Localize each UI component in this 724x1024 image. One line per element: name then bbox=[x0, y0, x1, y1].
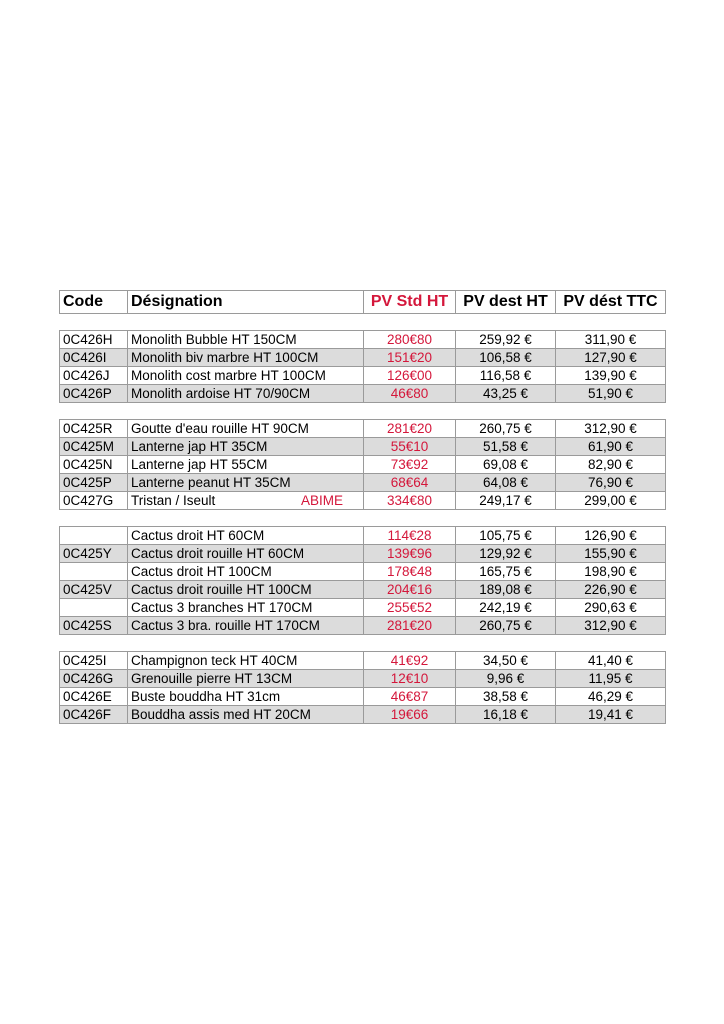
cell-pv-std-ht bbox=[364, 331, 456, 349]
cell-pv-dest-ht-text: 260,75 € bbox=[479, 421, 532, 436]
cell-pv-dest-ttc-text: 19,41 € bbox=[587, 707, 634, 722]
cell-designation bbox=[128, 385, 364, 403]
cell-designation bbox=[128, 420, 364, 438]
cell-pv-dest-ht bbox=[456, 652, 556, 670]
table-row bbox=[60, 670, 666, 688]
cell-pv-std-ht-text: 204€16 bbox=[386, 582, 433, 597]
cell-pv-std-ht-text: 334€80 bbox=[386, 493, 433, 508]
spacer-cell bbox=[556, 635, 666, 652]
cell-code bbox=[60, 545, 128, 563]
cell-pv-dest-ht-text: 165,75 € bbox=[479, 564, 532, 579]
table-row bbox=[60, 438, 666, 456]
cell-pv-dest-ht bbox=[456, 438, 556, 456]
table-row bbox=[60, 617, 666, 635]
spacer-cell bbox=[364, 314, 456, 331]
cell-designation bbox=[128, 527, 364, 545]
table-row bbox=[60, 545, 666, 563]
cell-code-text: 0C426J bbox=[63, 368, 110, 383]
table-row bbox=[60, 581, 666, 599]
cell-code-text: 0C425R bbox=[63, 421, 113, 436]
cell-pv-dest-ttc-text: 312,90 € bbox=[584, 618, 637, 633]
cell-pv-std-ht bbox=[364, 456, 456, 474]
cell-pv-dest-ttc bbox=[556, 617, 666, 635]
cell-pv-std-ht-text: 280€80 bbox=[386, 332, 433, 347]
cell-designation-text: Monolith Bubble HT 150CM bbox=[131, 332, 297, 347]
cell-pv-dest-ttc bbox=[556, 563, 666, 581]
cell-designation bbox=[128, 670, 364, 688]
cell-pv-dest-ttc-text: 61,90 € bbox=[587, 439, 634, 454]
cell-code bbox=[60, 385, 128, 403]
cell-pv-dest-ht bbox=[456, 617, 556, 635]
cell-pv-dest-ttc bbox=[556, 545, 666, 563]
header-code: Code bbox=[60, 291, 128, 314]
cell-pv-dest-ht-text: 189,08 € bbox=[479, 582, 532, 597]
table-row bbox=[60, 492, 666, 510]
cell-pv-std-ht bbox=[364, 688, 456, 706]
cell-pv-dest-ht-text: 51,58 € bbox=[482, 439, 529, 454]
table-row bbox=[60, 652, 666, 670]
cell-pv-dest-ht bbox=[456, 563, 556, 581]
cell-designation bbox=[128, 492, 364, 510]
cell-code-text: 0C425I bbox=[63, 653, 107, 668]
table-row bbox=[60, 527, 666, 545]
cell-pv-dest-ht-text: 64,08 € bbox=[482, 475, 529, 490]
spacer-cell bbox=[456, 403, 556, 420]
cell-pv-dest-ttc-text: 139,90 € bbox=[584, 368, 637, 383]
cell-pv-dest-ht bbox=[456, 331, 556, 349]
cell-pv-dest-ttc bbox=[556, 420, 666, 438]
spacer-cell bbox=[364, 403, 456, 420]
table-row bbox=[60, 706, 666, 724]
cell-pv-dest-ttc-text: 290,63 € bbox=[584, 600, 637, 615]
cell-pv-dest-ttc bbox=[556, 474, 666, 492]
cell-designation bbox=[128, 688, 364, 706]
table-row bbox=[60, 367, 666, 385]
cell-designation bbox=[128, 545, 364, 563]
cell-pv-dest-ht-text: 9,96 € bbox=[486, 671, 525, 686]
cell-code-text: 0C425M bbox=[63, 439, 115, 454]
cell-designation bbox=[128, 617, 364, 635]
cell-pv-dest-ht-text: 129,92 € bbox=[479, 546, 532, 561]
cell-pv-std-ht-text: 46€87 bbox=[390, 689, 429, 704]
cell-code bbox=[60, 367, 128, 385]
cell-designation-text: Buste bouddha HT 31cm bbox=[131, 689, 281, 704]
table-row bbox=[60, 688, 666, 706]
group-spacer bbox=[60, 510, 666, 527]
cell-pv-dest-ttc-text: 127,90 € bbox=[584, 350, 637, 365]
cell-pv-dest-ht bbox=[456, 599, 556, 617]
cell-pv-dest-ttc-text: 198,90 € bbox=[584, 564, 637, 579]
group-spacer bbox=[60, 635, 666, 652]
cell-code bbox=[60, 652, 128, 670]
spacer-cell bbox=[128, 403, 364, 420]
cell-pv-std-ht bbox=[364, 420, 456, 438]
cell-code-text: 0C426E bbox=[63, 689, 112, 704]
cell-pv-std-ht bbox=[364, 474, 456, 492]
cell-designation-text: Cactus 3 branches HT 170CM bbox=[131, 600, 313, 615]
cell-code bbox=[60, 474, 128, 492]
cell-pv-dest-ht bbox=[456, 581, 556, 599]
cell-pv-std-ht bbox=[364, 385, 456, 403]
cell-designation-text: Tristan / Iseult bbox=[131, 493, 216, 508]
cell-pv-dest-ttc-text: 155,90 € bbox=[584, 546, 637, 561]
cell-designation-text: Cactus droit rouille HT 60CM bbox=[131, 546, 305, 561]
cell-designation bbox=[128, 652, 364, 670]
cell-code-text: 0C426I bbox=[63, 350, 107, 365]
cell-pv-dest-ttc-text: 311,90 € bbox=[584, 332, 637, 347]
cell-pv-dest-ttc bbox=[556, 456, 666, 474]
cell-code-text: 0C425P bbox=[63, 475, 112, 490]
cell-pv-dest-ttc bbox=[556, 688, 666, 706]
spacer-cell bbox=[556, 403, 666, 420]
cell-pv-dest-ttc bbox=[556, 331, 666, 349]
group-spacer bbox=[60, 403, 666, 420]
cell-pv-std-ht-text: 139€96 bbox=[386, 546, 433, 561]
cell-pv-dest-ht-text: 43,25 € bbox=[482, 386, 529, 401]
group-spacer bbox=[60, 314, 666, 331]
header-row bbox=[60, 291, 666, 314]
cell-pv-std-ht-text: 55€10 bbox=[390, 439, 429, 454]
cell-pv-dest-ttc bbox=[556, 385, 666, 403]
spacer-cell bbox=[128, 314, 364, 331]
cell-pv-dest-ht-text: 116,58 € bbox=[479, 368, 532, 383]
cell-designation bbox=[128, 438, 364, 456]
cell-pv-dest-ht bbox=[456, 420, 556, 438]
spacer-cell bbox=[364, 510, 456, 527]
cell-pv-dest-ttc bbox=[556, 367, 666, 385]
cell-code bbox=[60, 599, 128, 617]
spacer-cell bbox=[60, 314, 128, 331]
header-pv-dest-ht: PV dest HT bbox=[456, 291, 556, 314]
cell-designation bbox=[128, 706, 364, 724]
cell-designation-text: Monolith cost marbre HT 100CM bbox=[131, 368, 326, 383]
table-row bbox=[60, 420, 666, 438]
cell-pv-dest-ttc-text: 82,90 € bbox=[587, 457, 634, 472]
cell-code bbox=[60, 563, 128, 581]
cell-pv-std-ht bbox=[364, 527, 456, 545]
price-table bbox=[59, 290, 666, 724]
cell-pv-dest-ttc bbox=[556, 670, 666, 688]
cell-code-text: 0C425N bbox=[63, 457, 113, 472]
cell-code bbox=[60, 527, 128, 545]
cell-pv-dest-ht bbox=[456, 545, 556, 563]
spacer-cell bbox=[456, 635, 556, 652]
cell-pv-std-ht bbox=[364, 599, 456, 617]
cell-pv-dest-ttc bbox=[556, 706, 666, 724]
spacer-cell bbox=[456, 510, 556, 527]
cell-pv-dest-ht-text: 106,58 € bbox=[479, 350, 532, 365]
cell-pv-std-ht bbox=[364, 367, 456, 385]
cell-designation-text: Monolith biv marbre HT 100CM bbox=[131, 350, 319, 365]
cell-pv-std-ht-text: 151€20 bbox=[386, 350, 433, 365]
cell-pv-dest-ht-text: 242,19 € bbox=[479, 600, 532, 615]
cell-pv-std-ht bbox=[364, 492, 456, 510]
cell-pv-dest-ttc-text: 41,40 € bbox=[587, 653, 634, 668]
cell-pv-dest-ht bbox=[456, 492, 556, 510]
cell-code bbox=[60, 581, 128, 599]
cell-pv-dest-ht bbox=[456, 706, 556, 724]
cell-pv-dest-ttc-text: 226,90 € bbox=[584, 582, 637, 597]
table-row bbox=[60, 456, 666, 474]
cell-code bbox=[60, 420, 128, 438]
cell-pv-std-ht bbox=[364, 670, 456, 688]
cell-pv-dest-ttc bbox=[556, 492, 666, 510]
cell-pv-std-ht bbox=[364, 652, 456, 670]
cell-pv-dest-ht bbox=[456, 670, 556, 688]
cell-pv-dest-ht-text: 249,17 € bbox=[479, 493, 532, 508]
cell-code-text: 0C425Y bbox=[63, 546, 112, 561]
spacer-cell bbox=[60, 403, 128, 420]
cell-designation bbox=[128, 367, 364, 385]
cell-designation-text: Cactus droit rouille HT 100CM bbox=[131, 582, 312, 597]
table-row bbox=[60, 385, 666, 403]
cell-pv-std-ht-text: 41€92 bbox=[390, 653, 429, 668]
cell-code-text: 0C425V bbox=[63, 582, 112, 597]
cell-designation-text: Lanterne jap HT 35CM bbox=[131, 439, 268, 454]
cell-pv-std-ht bbox=[364, 438, 456, 456]
cell-pv-dest-ht-text: 38,58 € bbox=[482, 689, 529, 704]
cell-designation-text: Monolith ardoise HT 70/90CM bbox=[131, 386, 311, 401]
header-pv-dest-ttc: PV dést TTC bbox=[556, 291, 666, 314]
cell-pv-dest-ttc bbox=[556, 652, 666, 670]
cell-designation bbox=[128, 349, 364, 367]
cell-designation-text: Lanterne jap HT 55CM bbox=[131, 457, 268, 472]
cell-code bbox=[60, 492, 128, 510]
cell-pv-dest-ttc-text: 299,00 € bbox=[584, 493, 637, 508]
cell-code bbox=[60, 456, 128, 474]
cell-pv-dest-ht bbox=[456, 527, 556, 545]
table-row bbox=[60, 563, 666, 581]
table-body bbox=[60, 314, 666, 724]
cell-designation-text: Cactus droit HT 60CM bbox=[131, 528, 265, 543]
cell-pv-dest-ht-text: 69,08 € bbox=[482, 457, 529, 472]
spacer-cell bbox=[364, 635, 456, 652]
header-designation: Désignation bbox=[128, 291, 364, 314]
cell-pv-dest-ht-text: 105,75 € bbox=[479, 528, 532, 543]
cell-designation-text: Bouddha assis med HT 20CM bbox=[131, 707, 311, 722]
cell-pv-dest-ht bbox=[456, 474, 556, 492]
cell-pv-std-ht bbox=[364, 581, 456, 599]
cell-pv-dest-ttc-text: 312,90 € bbox=[584, 421, 637, 436]
cell-designation-text: Cactus 3 bra. rouille HT 170CM bbox=[131, 618, 320, 633]
cell-designation-text: Goutte d'eau rouille HT 90CM bbox=[131, 421, 309, 436]
cell-designation bbox=[128, 474, 364, 492]
cell-code bbox=[60, 688, 128, 706]
cell-pv-dest-ttc-text: 76,90 € bbox=[587, 475, 634, 490]
cell-pv-dest-ht-text: 259,92 € bbox=[479, 332, 532, 347]
cell-code bbox=[60, 438, 128, 456]
cell-pv-std-ht-text: 178€48 bbox=[386, 564, 433, 579]
cell-designation-text: Champignon teck HT 40CM bbox=[131, 653, 298, 668]
cell-pv-dest-ht-text: 260,75 € bbox=[479, 618, 532, 633]
header-pv-std-ht: PV Std HT bbox=[364, 291, 456, 314]
cell-designation bbox=[128, 581, 364, 599]
spacer-cell bbox=[556, 510, 666, 527]
cell-pv-dest-ttc-text: 126,90 € bbox=[584, 528, 637, 543]
cell-code-text: 0C427G bbox=[63, 493, 114, 508]
cell-code-text: 0C425S bbox=[63, 618, 112, 633]
cell-pv-std-ht-text: 19€66 bbox=[390, 707, 429, 722]
cell-pv-std-ht-text: 12€10 bbox=[390, 671, 429, 686]
cell-designation bbox=[128, 599, 364, 617]
cell-designation-text: Cactus droit HT 100CM bbox=[131, 564, 272, 579]
cell-pv-std-ht-text: 73€92 bbox=[390, 457, 429, 472]
cell-designation bbox=[128, 456, 364, 474]
cell-pv-std-ht bbox=[364, 349, 456, 367]
status-note: ABIME bbox=[300, 493, 343, 508]
spacer-cell bbox=[60, 510, 128, 527]
cell-pv-dest-ht-text: 34,50 € bbox=[482, 653, 529, 668]
cell-pv-dest-ttc-text: 46,29 € bbox=[587, 689, 634, 704]
cell-pv-dest-ttc bbox=[556, 349, 666, 367]
table-row bbox=[60, 331, 666, 349]
cell-code bbox=[60, 617, 128, 635]
spacer-cell bbox=[128, 510, 364, 527]
cell-pv-dest-ht bbox=[456, 367, 556, 385]
cell-code bbox=[60, 349, 128, 367]
cell-pv-std-ht-text: 46€80 bbox=[390, 386, 429, 401]
cell-code bbox=[60, 670, 128, 688]
cell-code bbox=[60, 331, 128, 349]
cell-designation bbox=[128, 563, 364, 581]
cell-pv-dest-ttc bbox=[556, 438, 666, 456]
cell-pv-std-ht bbox=[364, 545, 456, 563]
cell-pv-dest-ht bbox=[456, 349, 556, 367]
spacer-cell bbox=[556, 314, 666, 331]
cell-pv-dest-ttc-text: 11,95 € bbox=[588, 671, 633, 686]
cell-pv-std-ht-text: 281€20 bbox=[386, 421, 433, 436]
cell-pv-std-ht bbox=[364, 563, 456, 581]
table-row bbox=[60, 349, 666, 367]
cell-pv-std-ht-text: 126€00 bbox=[386, 368, 433, 383]
cell-pv-dest-ttc-text: 51,90 € bbox=[587, 386, 634, 401]
cell-pv-dest-ht bbox=[456, 688, 556, 706]
cell-pv-std-ht-text: 114€28 bbox=[387, 528, 432, 543]
cell-pv-std-ht bbox=[364, 617, 456, 635]
cell-pv-std-ht-text: 255€52 bbox=[386, 600, 433, 615]
spacer-cell bbox=[60, 635, 128, 652]
cell-designation bbox=[128, 331, 364, 349]
cell-pv-dest-ttc bbox=[556, 581, 666, 599]
cell-pv-std-ht-text: 68€64 bbox=[390, 475, 429, 490]
table-row bbox=[60, 474, 666, 492]
table-row bbox=[60, 599, 666, 617]
cell-pv-std-ht-text: 281€20 bbox=[386, 618, 433, 633]
spacer-cell bbox=[456, 314, 556, 331]
cell-designation-text: Lanterne peanut HT 35CM bbox=[131, 475, 291, 490]
cell-code-text: 0C426G bbox=[63, 671, 114, 686]
cell-pv-dest-ht bbox=[456, 385, 556, 403]
cell-code bbox=[60, 706, 128, 724]
cell-pv-std-ht bbox=[364, 706, 456, 724]
cell-pv-dest-ttc bbox=[556, 599, 666, 617]
cell-pv-dest-ttc bbox=[556, 527, 666, 545]
spacer-cell bbox=[128, 635, 364, 652]
cell-designation-text: Grenouille pierre HT 13CM bbox=[131, 671, 293, 686]
cell-pv-dest-ht bbox=[456, 456, 556, 474]
cell-code-text: 0C426P bbox=[63, 386, 112, 401]
cell-code-text: 0C426F bbox=[63, 707, 112, 722]
cell-code-text: 0C426H bbox=[63, 332, 113, 347]
cell-pv-dest-ht-text: 16,18 € bbox=[482, 707, 529, 722]
